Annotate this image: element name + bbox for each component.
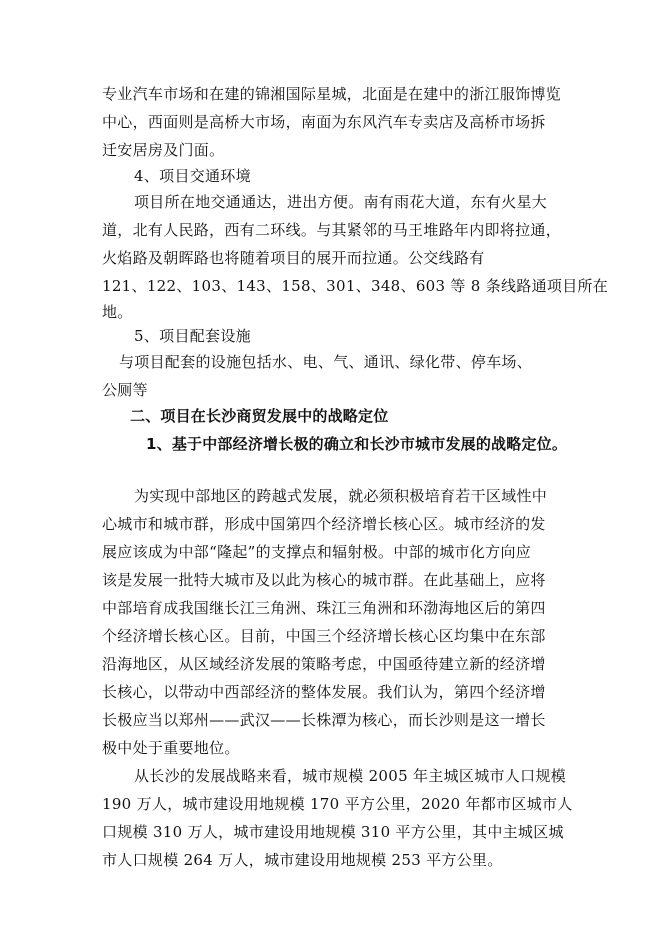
paragraph-line: 道，北有人民路，西有二环线。与其紧邻的马王堆路年内即将拉通， <box>102 221 562 239</box>
paragraph-line: 190 万人，城市建设用地规模 170 平方公里，2020 年都市区城市人 <box>102 795 573 813</box>
subsection-heading: 1、基于中部经济增长极的确立和长沙市城市发展的战略定位。 <box>146 435 568 453</box>
paragraph-line: 火焰路及朝晖路也将随着项目的展开而拉通。公交线路有 <box>102 249 485 267</box>
paragraph-line: 沿海地区，从区域经济发展的策略考虑，中国亟待建立新的经济增 <box>102 655 546 673</box>
section-heading: 5、项目配套设施 <box>134 327 251 345</box>
paragraph-line: 长核心，以带动中西部经济的整体发展。我们认为，第四个经济增 <box>102 683 546 701</box>
paragraph-line: 专业汽车市场和在建的锦湘国际星城，北面是在建中的浙江服饰博览 <box>102 85 562 103</box>
paragraph-line: 中部培育成我国继长江三角洲、珠江三角洲和环渤海地区后的第四 <box>102 599 546 617</box>
paragraph-line: 心城市和城市群，形成中国第四个经济增长核心区。城市经济的发 <box>102 515 546 533</box>
paragraph-line: 从长沙的发展战略来看，城市规模 2005 年主城区城市人口规模 <box>134 767 567 785</box>
paragraph-line: 公厕等 <box>102 381 148 399</box>
paragraph-line: 项目所在地交通通达，进出方便。南有雨花大道，东有火星大 <box>134 193 548 211</box>
paragraph-line: 市人口规模 264 万人，城市建设用地规模 253 平方公里。 <box>102 851 503 869</box>
paragraph-line: 121、122、103、143、158、301、348、603 等 8 条线路通项目所在 <box>102 277 609 295</box>
paragraph-line: 极中处于重要地位。 <box>102 739 240 757</box>
chapter-heading: 二、项目在长沙商贸发展中的战略定位 <box>130 407 389 425</box>
paragraph-line: 长极应当以郑州——武汉——长株潭为核心，而长沙则是这一增长 <box>102 711 546 729</box>
paragraph-line: 口规模 310 万人，城市建设用地规模 310 平方公里，其中主城区城 <box>102 823 564 841</box>
paragraph-line: 与项目配套的设施包括水、电、气、通讯、绿化带、停车场、 <box>119 353 533 371</box>
paragraph-line: 地。 <box>102 303 133 321</box>
paragraph-line: 为实现中部地区的跨越式发展，就必须积极培育若干区域性中 <box>134 487 548 505</box>
paragraph-line: 展应该成为中部“隆起”的支撑点和辐射极。中部的城市化方向应 <box>102 543 532 561</box>
paragraph-line: 个经济增长核心区。目前，中国三个经济增长核心区均集中在东部 <box>102 627 546 645</box>
section-heading: 4、项目交通环境 <box>134 167 251 185</box>
paragraph-line: 迁安居房及门面。 <box>102 141 225 159</box>
paragraph-line: 中心，西面则是高桥大市场，南面为东风汽车专卖店及高桥市场拆 <box>102 113 546 131</box>
paragraph-line: 该是发展一批特大城市及以此为核心的城市群。在此基础上，应将 <box>102 571 546 589</box>
